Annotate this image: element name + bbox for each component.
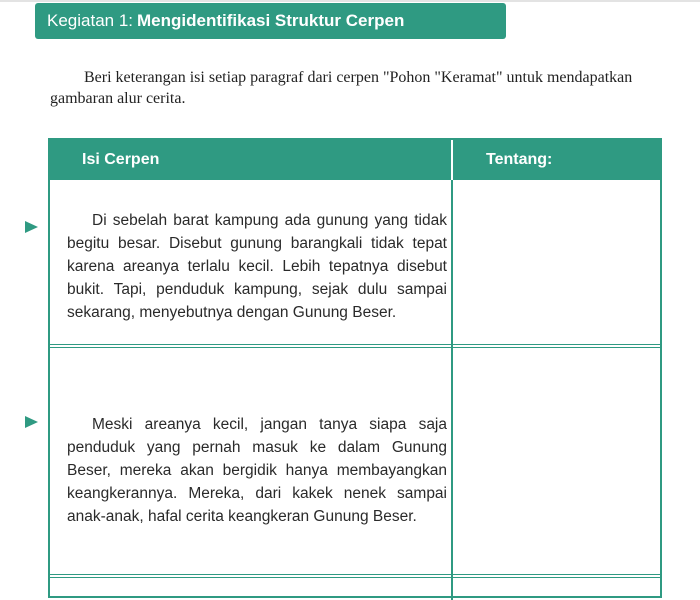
triangle-right-icon: [25, 221, 38, 233]
table-row-content: [67, 209, 447, 324]
activity-title: Mengidentifikasi Struktur Cerpen: [137, 11, 405, 30]
column-divider: [451, 180, 453, 600]
story-structure-table: [48, 138, 662, 598]
page-top-rule: [0, 0, 700, 2]
column-header-content: Isi Cerpen: [50, 140, 451, 180]
activity-banner: [35, 3, 506, 39]
row-divider: [50, 344, 660, 348]
instruction-paragraph: [50, 67, 665, 109]
column-header-about: Tentang:: [453, 140, 660, 180]
triangle-right-icon: [25, 416, 38, 428]
table-row-content: [67, 413, 447, 528]
row-divider: [50, 574, 660, 578]
activity-number: Kegiatan 1:: [47, 11, 134, 30]
instruction-text: Beri keterangan isi setiap paragraf dari cerpen "Pohon "Keramat" untuk mendapatkan gambaran alur cerita.: [50, 69, 633, 107]
paragraph-text: Meski areanya kecil, jangan tanya siapa saja penduduk yang pernah masuk ke dalam Gunung Beser, mereka akan bergidik hanya membayangkan keangkerannya. Mereka, dari kakek nenek sampai anak-anak, hafal cerita keangkeran Gunung Beser.: [67, 416, 447, 525]
paragraph-text: Di sebelah barat kampung ada gunung yang tidak begitu besar. Disebut gunung barangkali tidak tepat karena areanya terlalu kecil. Lebih tepatnya disebut bukit. Tapi, penduduk kampung, sejak dulu sampai sekarang, menyebutnya dengan Gunung Beser.: [67, 212, 447, 321]
